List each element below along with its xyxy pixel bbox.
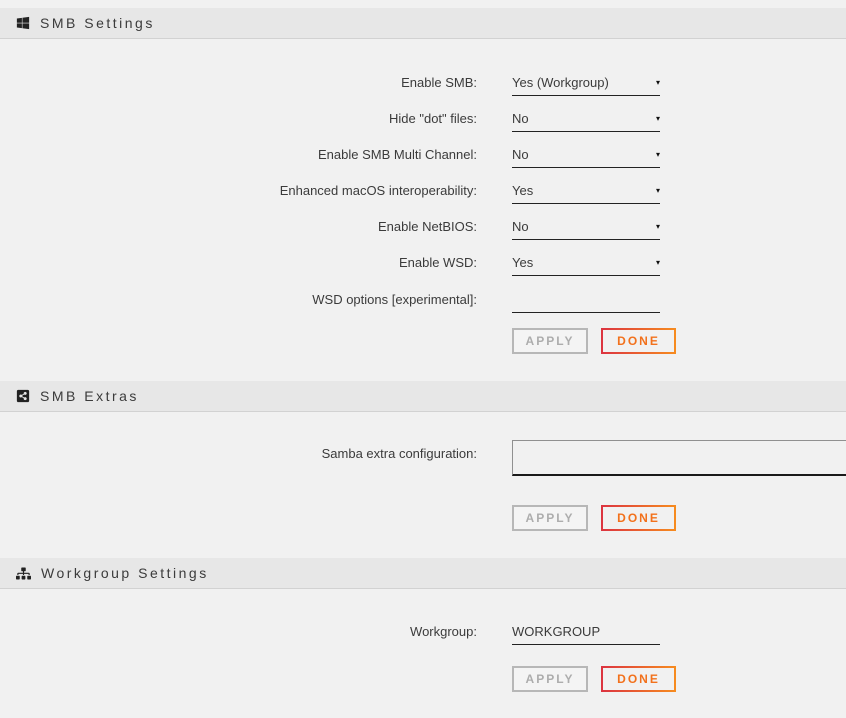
wsd-select[interactable] (512, 255, 660, 276)
field-label: Hide "dot" files: (389, 111, 477, 126)
section-title: SMB Extras (40, 388, 139, 404)
wsd-options-input[interactable] (512, 292, 660, 313)
section-header-smb-settings (0, 8, 846, 39)
form-row-enable-smb (0, 75, 846, 96)
chevron-down-icon: ▾ (655, 77, 660, 87)
smb-extras-actions (512, 505, 846, 531)
macos-interop-select[interactable] (512, 183, 660, 204)
section-smb-extras (0, 381, 846, 531)
select-value: Yes (512, 183, 534, 198)
field-label: Enable WSD: (398, 255, 477, 270)
chevron-down-icon: ▾ (655, 113, 660, 123)
workgroup-form (0, 589, 846, 692)
section-title: Workgroup Settings (41, 565, 209, 581)
chevron-down-icon: ▾ (655, 221, 660, 231)
smb-settings-actions (512, 328, 846, 354)
form-row-smb-multichannel (0, 147, 846, 168)
form-row-hide-dot-files (0, 111, 846, 132)
done-button[interactable]: DONE (601, 666, 676, 692)
workgroup-input[interactable] (512, 624, 660, 645)
field-label: Samba extra configuration: (321, 446, 477, 461)
form-row-wsd (0, 255, 846, 276)
smb-extras-form (0, 412, 846, 531)
apply-button[interactable]: APPLY (512, 328, 588, 354)
section-header-workgroup-settings (0, 558, 846, 589)
select-value: No (512, 219, 529, 234)
windows-icon (16, 16, 30, 30)
netbios-select[interactable] (512, 219, 660, 240)
form-row-netbios (0, 219, 846, 240)
enable-smb-select[interactable] (512, 75, 660, 96)
samba-extra-config-textarea[interactable] (512, 440, 846, 476)
workgroup-actions (512, 666, 846, 692)
chevron-down-icon: ▾ (655, 185, 660, 195)
field-label: WSD options [experimental]: (312, 292, 477, 307)
done-button[interactable]: DONE (601, 505, 676, 531)
select-value: Yes (Workgroup) (512, 75, 609, 90)
share-alt-square-icon (16, 389, 30, 403)
select-value: No (512, 147, 529, 162)
done-button[interactable]: DONE (601, 328, 676, 354)
field-label: Enable SMB: (401, 75, 477, 90)
field-label: Enhanced macOS interoperability: (279, 183, 477, 198)
apply-button[interactable]: APPLY (512, 505, 588, 531)
chevron-down-icon: ▾ (655, 149, 660, 159)
section-header-smb-extras (0, 381, 846, 412)
smb-multichannel-select[interactable] (512, 147, 660, 168)
form-row-workgroup (0, 623, 846, 645)
form-row-macos-interop (0, 183, 846, 204)
smb-settings-form (0, 39, 846, 354)
section-title: SMB Settings (40, 15, 155, 31)
form-row-wsd-options (0, 291, 846, 313)
form-row-samba-extra (0, 440, 846, 481)
select-value: Yes (512, 255, 534, 270)
select-value: No (512, 111, 529, 126)
field-label: Enable NetBIOS: (378, 219, 477, 234)
section-smb-settings (0, 8, 846, 354)
sitemap-icon (16, 567, 31, 580)
field-label: Enable SMB Multi Channel: (318, 147, 477, 162)
apply-button[interactable]: APPLY (512, 666, 588, 692)
chevron-down-icon: ▾ (655, 257, 660, 267)
hide-dot-files-select[interactable] (512, 111, 660, 132)
field-label: Workgroup: (410, 624, 477, 639)
section-workgroup-settings (0, 558, 846, 692)
